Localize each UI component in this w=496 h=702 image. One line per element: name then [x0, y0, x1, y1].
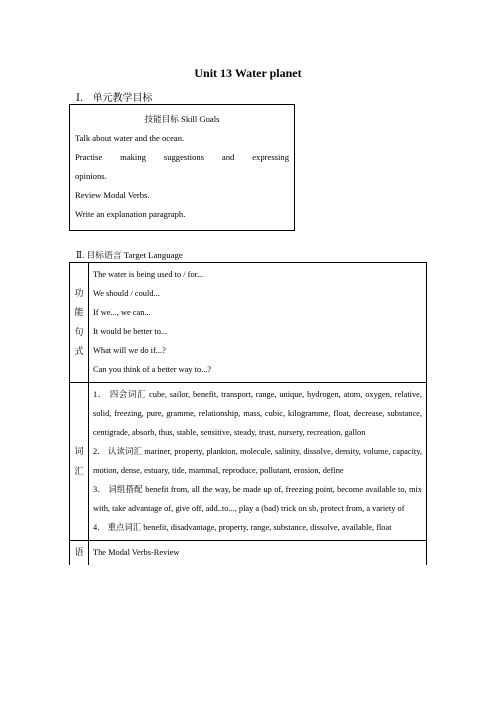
goal-item: Review Modal Verbs. — [75, 190, 150, 200]
goal-item: Write an explanation paragraph. — [75, 209, 186, 219]
vocab-row — [70, 383, 427, 541]
skill-goals-table — [69, 104, 295, 231]
page-title: Unit 13 Water planet — [194, 66, 302, 80]
vocab-paragraph: 1． 四会词汇 cube, sailor, benefit, transport, range, unique, hydrogen, atom, oxygen, relative, solid, freezing, pure, gramme, relationship, mass, cubic, kilogramme, float, decrease, substance, centigrade, absorb, thus, stable, sensitive, steady, trust, nursery, recreation, gallon — [93, 390, 422, 437]
goal-item: opinions. — [75, 171, 107, 181]
goal-item: Talk about water and the ocean. — [75, 133, 185, 143]
skill-goals-heading: 技能目标 Skill Goals — [144, 114, 220, 124]
vocab-paragraph: 4． 重点词汇 benefit, disadvantage, property, range, substance, dissolve, available, float — [93, 523, 392, 532]
vocab-label: 词 汇 — [70, 383, 89, 541]
vocab-content — [89, 383, 427, 541]
grammar-row — [70, 541, 427, 566]
function-sentence: The water is being used to / for... — [93, 270, 204, 279]
function-sentence: It would be better to... — [93, 327, 168, 336]
grammar-label: 语 — [70, 541, 89, 566]
functions-label: 功 能 句 式 — [70, 263, 89, 383]
section-heading-1: Ⅰ． 单元教学目标 — [76, 93, 153, 104]
grammar-content: The Modal Verbs-Review — [89, 541, 427, 566]
function-sentence: What will we do if...? — [93, 346, 166, 355]
function-sentence: We should / could... — [93, 289, 160, 298]
section-heading-2: Ⅱ. 目标语言 Target Language — [76, 250, 183, 260]
target-language-table — [69, 262, 427, 565]
function-sentence: Can you think of a better way to...? — [93, 365, 212, 374]
goal-item: Practise making suggestions and expressing — [75, 152, 289, 162]
vocab-paragraph: 3． 词组搭配 benefit from, all the way, be made up of, freezing point, become available to, mix with, take advantage of, give off, add..to..., play a (bad) trick on sb, protect from, a variety of — [93, 485, 422, 513]
vocab-paragraph: 2． 认读词汇 mariner, property, plankton, molecule, salinity, dissolve, density, volume, capacity, motion, dense, estuary, tide, mammal, reproduce, pollutant, erosion, define — [93, 447, 422, 475]
functions-content — [89, 263, 427, 383]
skill-goals-cell — [70, 105, 295, 231]
functions-row — [70, 263, 427, 383]
function-sentence: If we..., we can... — [93, 308, 151, 317]
